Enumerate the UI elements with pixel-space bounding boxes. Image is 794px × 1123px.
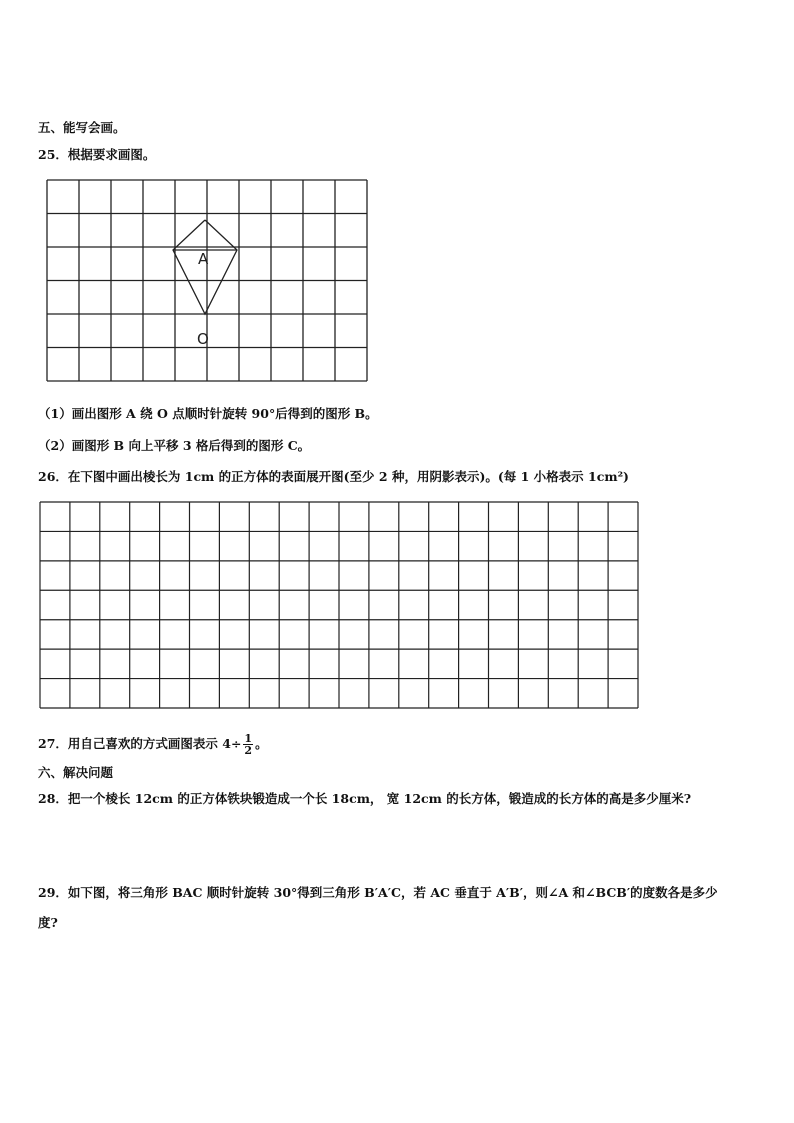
- q26-grid-figure: [40, 502, 640, 710]
- question-28: 28．把一个棱长 12cm 的正方体铁块锻造成一个长 18cm， 宽 12cm 的长方体，锻造成的长方体的高是多少厘米?: [38, 791, 692, 806]
- question-29-line-1: 29．如下图，将三角形 BAC 顺时针旋转 30°得到三角形 B′A′C，若 AC 垂直于 A′B′，则∠A 和∠BCB′的度数各是多少: [38, 885, 718, 900]
- fraction-one-half: [243, 733, 253, 756]
- question-26-title: 26．在下图中画出棱长为 1cm 的正方体的表面展开图(至少 2 种，用阴影表示)。(每 1 小格表示 1cm²): [38, 469, 629, 484]
- section-six-heading: 六、解决问题: [38, 765, 114, 780]
- section-five-heading: 五、能写会画。: [38, 120, 126, 135]
- q25-task-1: （1）画出图形 A 绕 O 点顺时针旋转 90°后得到的图形 B。: [38, 406, 378, 421]
- question-29-line-2: 度?: [38, 915, 58, 930]
- q25-task-2: （2）画图形 B 向上平移 3 格后得到的图形 C。: [38, 438, 311, 453]
- question-27: [38, 733, 268, 756]
- q25-grid-figure: [47, 180, 369, 384]
- fraction-numerator: 1: [244, 732, 253, 745]
- fraction-denominator: 2: [244, 744, 253, 757]
- q27-suffix: 。: [255, 736, 268, 751]
- q27-prefix: 27．用自己喜欢的方式画图表示 4÷: [38, 736, 242, 751]
- point-a-label: A: [198, 250, 209, 268]
- point-o-label: O: [197, 330, 209, 348]
- question-25-title: 25．根据要求画图。: [38, 147, 156, 162]
